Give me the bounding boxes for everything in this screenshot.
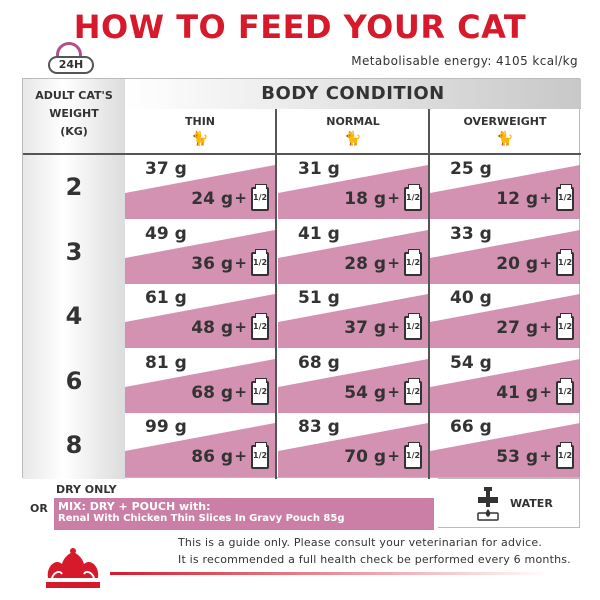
- column-header-normal-label: NORMAL: [326, 115, 380, 128]
- plus-sign: +: [539, 253, 552, 272]
- dry-only-amount: 66 g: [450, 417, 492, 437]
- plus-sign: +: [234, 253, 247, 272]
- mix-dry-amount: 86 g: [191, 447, 233, 467]
- advice-note-line1: This is a guide only. Please consult your veterinarian for advice.: [178, 536, 543, 549]
- feeding-cell: [430, 284, 580, 348]
- half-pouch-icon: 1/2: [251, 252, 269, 276]
- plus-sign: +: [539, 189, 552, 207]
- feeding-cell: [278, 349, 428, 413]
- feeding-cell: [430, 220, 580, 284]
- feeding-cell: [278, 413, 428, 477]
- plus-sign: +: [539, 318, 552, 336]
- 24h-badge: 24H: [48, 56, 94, 74]
- half-pouch-icon: 1/2: [251, 381, 269, 405]
- half-pouch-icon: 1/2: [404, 252, 422, 276]
- legend-mix: [54, 498, 434, 530]
- feeding-cell: [430, 349, 580, 413]
- mix-dry-amount: 41 g: [496, 382, 538, 403]
- mix-dry-amount: 54 g: [344, 382, 386, 403]
- feeding-cell: [430, 413, 580, 477]
- mix-dry-amount: 70 g: [344, 447, 386, 467]
- royal-canin-crown-logo: [42, 548, 104, 590]
- mix-dry-amount: 24 g: [191, 189, 233, 209]
- feeding-cell: [430, 155, 580, 219]
- water-tap-icon: [476, 487, 500, 521]
- dry-only-amount: 99 g: [145, 417, 187, 437]
- mix-dry-amount: 53 g: [496, 447, 538, 467]
- dry-only-amount: 81 g: [145, 352, 187, 373]
- water-legend: [438, 478, 580, 528]
- weight-header-line3: (KG): [60, 125, 88, 138]
- legend-or: OR: [30, 502, 48, 515]
- half-pouch-icon: 1/2: [251, 316, 269, 340]
- feeding-cell: [278, 284, 428, 348]
- column-header-overweight: [430, 109, 580, 153]
- dry-only-amount: 33 g: [450, 223, 492, 244]
- dry-only-amount: 83 g: [298, 417, 340, 437]
- plus-sign: +: [539, 382, 552, 401]
- normal-cat-icon: 🐈: [344, 131, 362, 147]
- feeding-cell: [125, 349, 275, 413]
- half-pouch-icon: 1/2: [556, 252, 574, 276]
- weight-value: 2: [65, 173, 83, 201]
- plus-sign: +: [387, 189, 400, 207]
- weight-value: 6: [65, 366, 83, 395]
- overweight-cat-icon: 🐈: [496, 131, 514, 147]
- feeding-cell: [278, 155, 428, 219]
- mix-dry-amount: 36 g: [191, 253, 233, 274]
- dry-only-amount: 49 g: [145, 223, 187, 244]
- weight-header-line2: WEIGHT: [49, 107, 99, 120]
- weight-value: 3: [65, 237, 83, 266]
- clock-icon: [48, 40, 94, 80]
- column-header-thin-label: THIN: [184, 115, 215, 128]
- mix-dry-amount: 20 g: [496, 253, 538, 274]
- mix-dry-amount: 18 g: [344, 189, 386, 209]
- half-pouch-icon: 1/2: [404, 316, 422, 340]
- dry-only-amount: 31 g: [298, 159, 340, 179]
- mix-dry-amount: 27 g: [496, 318, 538, 338]
- mix-dry-amount: 37 g: [344, 318, 386, 338]
- half-pouch-icon: 1/2: [556, 445, 574, 469]
- mix-dry-amount: 48 g: [191, 318, 233, 338]
- half-pouch-icon: 1/2: [556, 187, 574, 211]
- legend-mix-line1: MIX: DRY + POUCH with:: [58, 500, 211, 513]
- page-title: HOW TO FEED YOUR CAT: [73, 8, 527, 46]
- advice-note-line2: It is recommended a full health check be performed every 6 months.: [178, 553, 571, 566]
- column-header-normal: [278, 109, 428, 153]
- feeding-cell: [125, 413, 275, 477]
- half-pouch-icon: 1/2: [251, 187, 269, 211]
- dry-only-amount: 68 g: [298, 352, 340, 373]
- dry-only-amount: 40 g: [450, 288, 492, 308]
- half-pouch-icon: 1/2: [404, 187, 422, 211]
- thin-cat-icon: 🐈: [191, 131, 209, 147]
- plus-sign: +: [539, 447, 552, 465]
- plus-sign: +: [387, 382, 400, 401]
- dry-only-amount: 25 g: [450, 159, 492, 179]
- column-header-overweight-label: OVERWEIGHT: [463, 115, 547, 128]
- advice-note: [178, 534, 571, 568]
- feeding-table: [22, 78, 580, 478]
- water-label: WATER: [510, 497, 553, 510]
- plus-sign: +: [234, 318, 247, 336]
- dry-only-amount: 54 g: [450, 352, 492, 373]
- mix-dry-amount: 68 g: [191, 382, 233, 403]
- weight-value: 8: [65, 431, 83, 459]
- plus-sign: +: [234, 447, 247, 465]
- feeding-cell: [278, 220, 428, 284]
- legend-dry-only: DRY ONLY: [56, 483, 117, 496]
- feeding-cell: [125, 220, 275, 284]
- body-condition-header: BODY CONDITION: [125, 79, 581, 109]
- column-header-thin: [125, 109, 275, 153]
- half-pouch-icon: 1/2: [404, 445, 422, 469]
- half-pouch-icon: 1/2: [404, 381, 422, 405]
- plus-sign: +: [387, 318, 400, 336]
- half-pouch-icon: 1/2: [251, 445, 269, 469]
- half-pouch-icon: 1/2: [556, 316, 574, 340]
- dry-only-amount: 37 g: [145, 159, 187, 179]
- plus-sign: +: [387, 253, 400, 272]
- plus-sign: +: [234, 189, 247, 207]
- weight-header: [23, 87, 125, 141]
- dry-only-amount: 61 g: [145, 288, 187, 308]
- half-pouch-icon: 1/2: [556, 381, 574, 405]
- weight-value: 4: [65, 302, 83, 330]
- mix-dry-amount: 28 g: [344, 253, 386, 274]
- feeding-cell: [125, 284, 275, 348]
- metabolisable-energy: Metabolisable energy: 4105 kcal/kg: [351, 54, 578, 68]
- plus-sign: +: [234, 382, 247, 401]
- mix-dry-amount: 12 g: [496, 189, 538, 209]
- column-divider: [275, 109, 277, 479]
- plus-sign: +: [387, 447, 400, 465]
- brand-bar: [110, 572, 550, 575]
- feeding-cell: [125, 155, 275, 219]
- weight-header-line1: ADULT CAT'S: [35, 89, 113, 102]
- dry-only-amount: 51 g: [298, 288, 340, 308]
- legend-mix-line2: Renal With Chicken Thin Slices In Gravy Pouch 85g: [58, 513, 345, 524]
- dry-only-amount: 41 g: [298, 223, 340, 244]
